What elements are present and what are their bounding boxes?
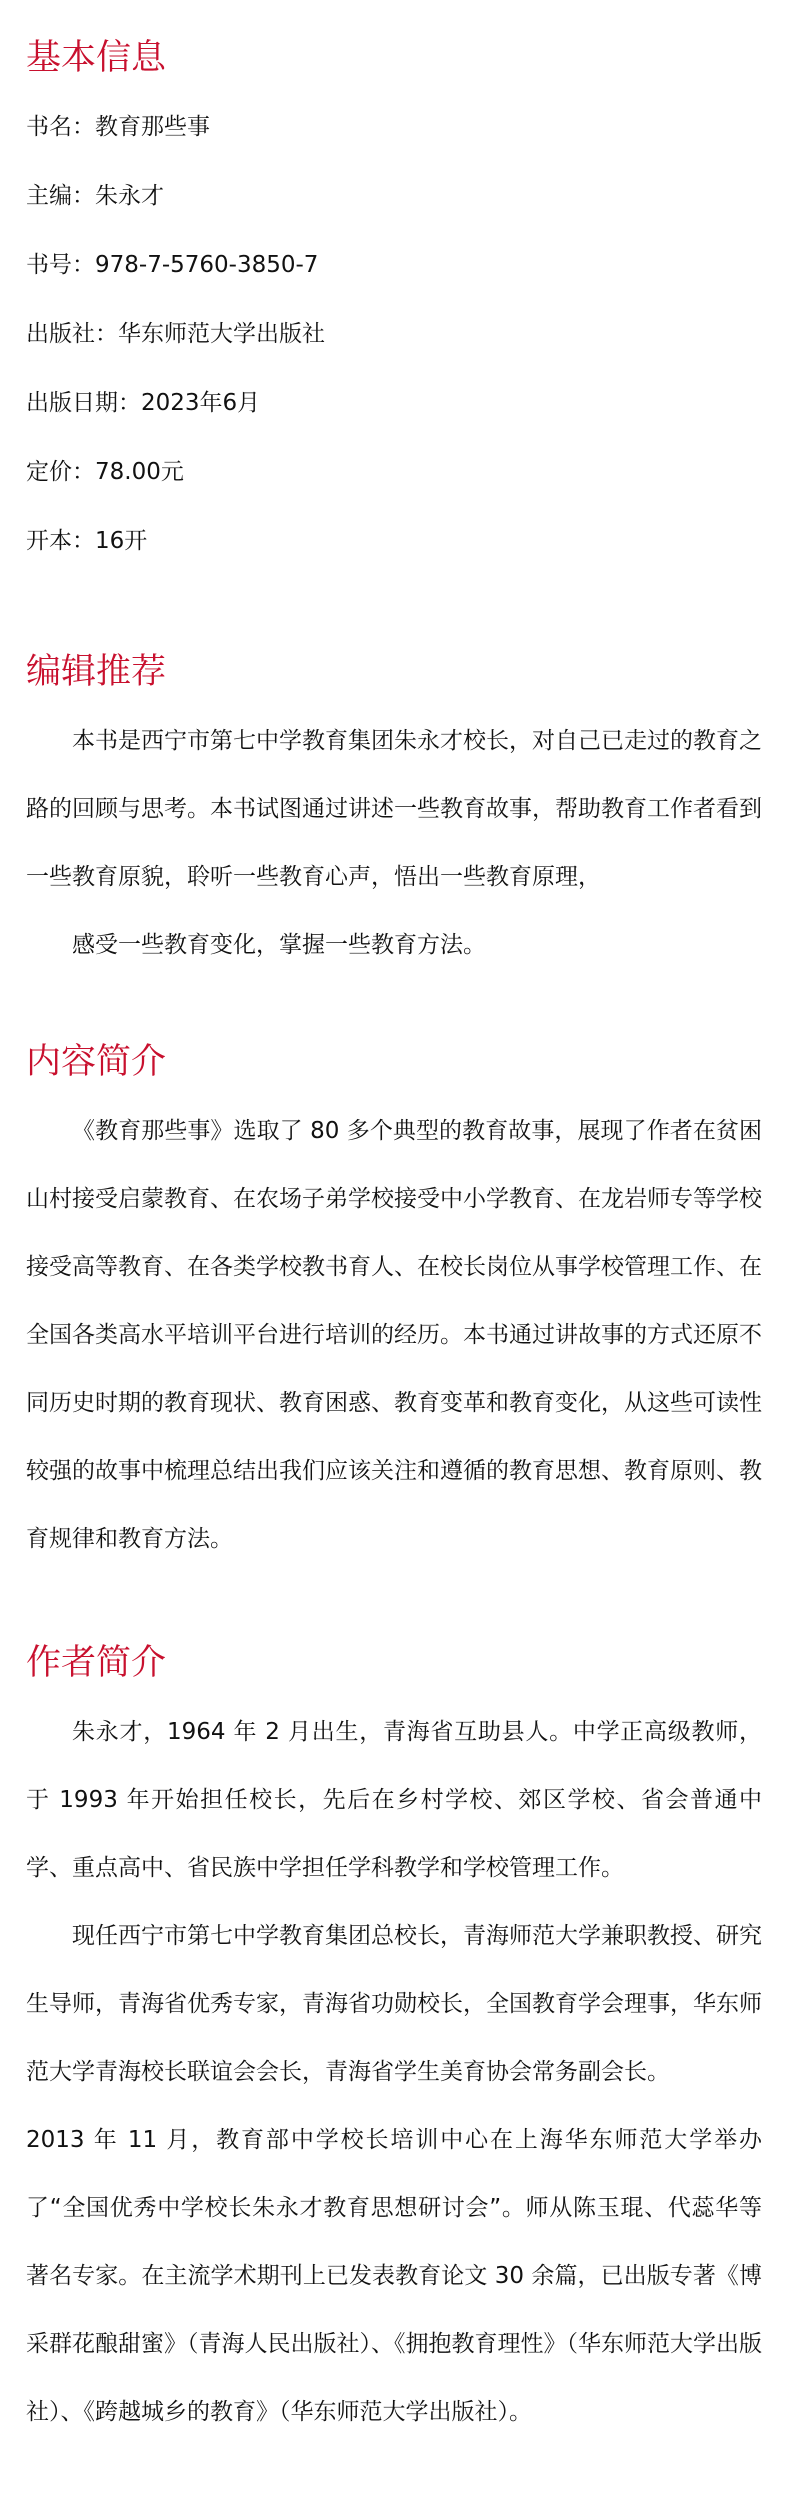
author-intro-paragraph-2: 现任西宁市第七中学教育集团总校长，青海师范大学兼职教授、研究生导师，青海省优秀专家，青海省功勋校长，全国教育学会理事，华东师范大学青海校长联谊会会长，青海省学生美育协会常务副会长。 <box>26 1923 762 2085</box>
content-intro-paragraph: 《教育那些事》选取了 80 多个典型的教育故事，展现了作者在贫困山村接受启蒙教育、在农场子弟学校接受中小学教育、在龙岩师专等学校接受高等教育、在各类学校教书育人、在校长岗位从事学校管理工作、在全国各类高水平培训平台进行培训的经历。本书通过讲故事的方式还原不同历史时期的教育现状、教育困惑、教育变革和教育变化，从这些可读性较强的故事中梳理总结出我们应该关注和遵循的教育思想、教育原则、教育规律和教育方法。 <box>26 1118 762 1552</box>
editor-line: 主编：朱永才 <box>26 183 164 209</box>
format-line: 开本：16开 <box>26 528 148 554</box>
isbn-line: 书号：978-7-5760-3850-7 <box>26 252 319 278</box>
content-intro-heading: 内容简介 <box>26 1042 167 1082</box>
author-intro-paragraph-1: 朱永才，1964 年 2 月出生，青海省互助县人。中学正高级教师，于 1993 年开始担任校长，先后在乡村学校、郊区学校、省会普通中学、重点高中、省民族中学担任学科教学和学校管理工作。 <box>26 1719 762 1881</box>
book-title-line: 书名：教育那些事 <box>26 114 210 140</box>
basic-info-heading: 基本信息 <box>26 38 167 78</box>
pub-date-line: 出版日期：2023年6月 <box>26 390 261 416</box>
author-intro-heading: 作者简介 <box>26 1643 167 1683</box>
editor-recommend-heading: 编辑推荐 <box>26 652 167 692</box>
price-line: 定价：78.00元 <box>26 459 184 485</box>
publisher-line: 出版社：华东师范大学出版社 <box>26 321 325 347</box>
editor-recommend-paragraph-2: 感受一些教育变化，掌握一些教育方法。 <box>72 932 486 958</box>
author-intro-paragraph-3: 2013 年 11 月，教育部中学校长培训中心在上海华东师范大学举办了“全国优秀中学校长朱永才教育思想研讨会”。师从陈玉琨、代蕊华等著名专家。在主流学术期刊上已发表教育论文 30 余篇，已出版专著《博采群花酿甜蜜》（青海人民出版社）、《拥抱教育理性》（华东师范大学出版社）、《跨越城乡的教育》（华东师范大学出版社）。 <box>26 2127 762 2425</box>
editor-recommend-paragraph-1: 本书是西宁市第七中学教育集团朱永才校长，对自己已走过的教育之路的回顾与思考。本书试图通过讲述一些教育故事，帮助教育工作者看到一些教育原貌，聆听一些教育心声，悟出一些教育原理， <box>26 728 762 890</box>
